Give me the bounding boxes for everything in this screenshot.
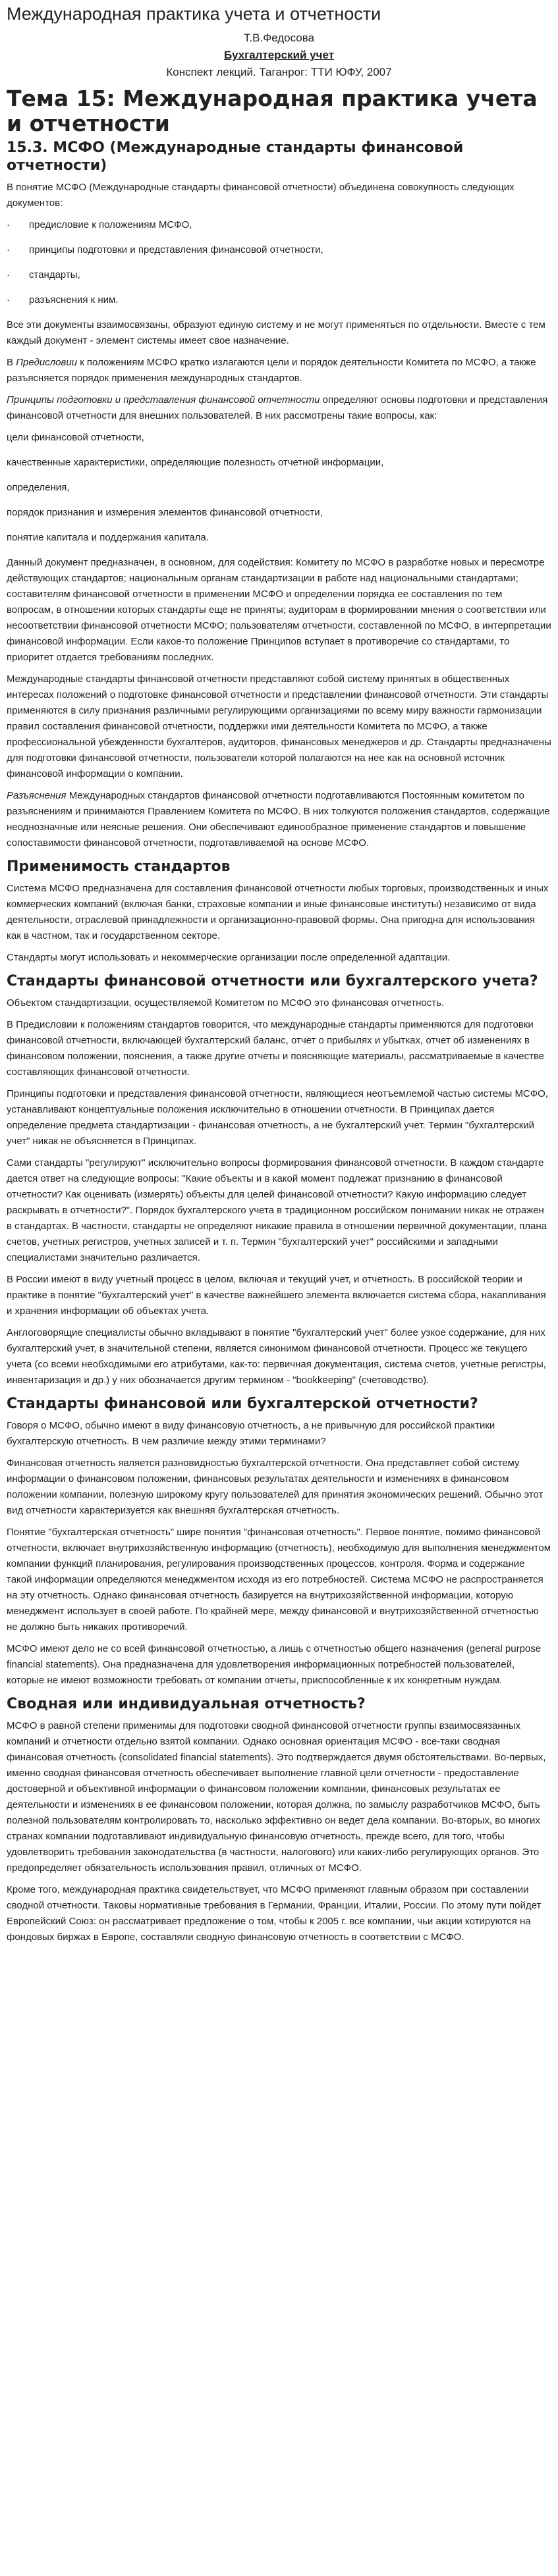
list-item: порядок признания и измерения элементов финансовой отчетности, bbox=[7, 507, 323, 518]
paragraph: Говоря о МСФО, обычно имеют в виду финансовую отчетность, а не привычную для российской практики бухгалтерскую отчетность. В чем различие между этими терминами? bbox=[7, 1420, 495, 1447]
list-item: · принципы подготовки и представления финансовой отчетности, bbox=[7, 242, 551, 258]
principles-paragraph: Принципы подготовки и представления финансовой отчетности определяют основы подготовки и представления финансовой отчетности для внешних пользователей. В них рассмотрены такие вопросы, как: bbox=[7, 394, 548, 421]
bullet-dot-icon: · bbox=[7, 219, 10, 230]
paragraph: В России имеют в виду учетный процесс в целом, включая и текущий учет, и отчетность. В российской теории и практике в понятие "бухгалтерский учет" в качестве важнейшего элемента включается система сбора, накапливания и хранения информации об объектах учета. bbox=[7, 1274, 546, 1317]
heading-financial-or-accounting: Стандарты финансовой отчетности или бухгалтерского учета? bbox=[7, 973, 538, 989]
list-item: · разъяснения к ним. bbox=[7, 292, 551, 308]
document-title: Международная практика учета и отчетности bbox=[7, 4, 381, 24]
paragraph: МСФО в равной степени применимы для подготовки сводной финансовой отчетности группы взаимосвязанных компаний и отчетности отдельно взятой компании. Однако основная ориентация МСФО - все-таки сводная финансовая отчетность (consolidated financial statements). Это подтверждается двумя обстоятельствами. Во-первых, именно сводная финансовая отчетность обеспечивает выполнение главной цели отчетности - предоставление достоверной и объективной информации о финансовом положении компании, финансовых результатах ее деятельности и изменениях в ее финансовом положении, которая должна, по замыслу разработчиков МСФО, быть полезной пользователям контролировать то, насколько эффективно он ведет дела компании. Во-вторых, во многих странах компании подготавливают индивидуальную финансовую отчетность, прежде всего, для того, чтобы удовлетворить требования законодательства (в частности, налогового) или каких-либо регулирующих органов. Это предопределяет обязательность использования правил, отличных от МСФО. bbox=[7, 1720, 546, 1874]
subject: Бухгалтерский учет bbox=[223, 49, 335, 61]
document-list bbox=[7, 217, 551, 308]
paragraph: Кроме того, международная практика свидетельствует, что МСФО применяют главным образом при составлении сводной отчетности. Таковы нормативные требования в Германии, Франции, Италии, России. По этому пути пойдет Европейский Союз: он рассматривает предложение о том, чтобы к 2005 г. все компании, чьи акции котируются на фондовых биржах в Европе, составляли сводную финансовую отчетность в соответствии с МСФО. bbox=[7, 1884, 542, 1943]
paragraph: Стандарты могут использовать и некоммерческие организации после определенной адаптации. bbox=[7, 952, 451, 963]
list-item: · предисловие к положениям МСФО, bbox=[7, 217, 551, 233]
list-item: · стандарты, bbox=[7, 267, 551, 283]
heading-consolidated: Сводная или индивидуальная отчетность? bbox=[7, 1696, 366, 1712]
paragraph: Понятие "бухгалтерская отчетность" шире понятия "финансовая отчетность". Первое понятие, помимо финансовой отчетности, включает внутрихозяйственную информацию (отчетность), необходимую для выполнения менеджментом компании функций планирования, регулирования производственных процессов, контроля. Форма и содержание такой информации определяются менеджментом исходя из его потребностей. Система МСФО не распространяется на эту отчетность. Однако финансовая отчетность базируется на внутрихозяйственной информации, которую менеджмент использует в своей работе. По крайней мере, между финансовой и внутрихозяйственной отчетностью не должно быть никаких противоречий. bbox=[7, 1527, 551, 1633]
interpretations-paragraph: Разъяснения Международных стандартов финансовой отчетности подготавливаются Постоянным комитетом по разъяснениям и принимаются Правлением Комитета по МСФО. В них толкуются положения стандартов, содержащие неоднозначные или неясные решения. Они обеспечивают единообразное применение стандартов и повышение сопоставимости финансовой отчетности, подготавливаемой на основе МСФО. bbox=[7, 790, 550, 849]
author: Т.В.Федосова bbox=[243, 32, 315, 44]
bullet-dot-icon: · bbox=[7, 294, 10, 305]
paragraph: МСФО имеют дело не со всей финансовой отчетностью, а лишь с отчетностью общего назначения (general purpose financial statements). Она предназначена для удовлетворения информационных потребностей пользователей, которые не имеют возможности требовать от компании отчеты, приспособленные к их конкретным нуждам. bbox=[7, 1643, 542, 1686]
paragraph: Англоговорящие специалисты обычно вкладывают в понятие "бухгалтерский учет" более узкое содержание, для них бухгалтерский учет, в значительной степени, является синонимом финансовой отчетности. Процесс же текущего учета (со всеми необходимыми его атрибутами, как-то: первичная документация, система счетов, учетные регистры, инвентаризация и др.) у них обозначается другим термином - "bookkeeping" (счетоводство). bbox=[7, 1327, 546, 1386]
section-title: 15.3. МСФО (Международные стандарты финансовой отчетности) bbox=[7, 140, 464, 174]
topic-title: Тема 15: Международная практика учета и отчетности bbox=[7, 86, 538, 136]
paragraph: Финансовая отчетность является разновидностью бухгалтерской отчетности. Она представляет собой систему информации о финансовом положении, финансовых результатах деятельности и изменениях в финансовом положении компании, полезную широкому кругу пользователей для принятия экономических решений. Обычно этот вид отчетности характеризуется как внешняя бухгалтерская отчетность. bbox=[7, 1458, 544, 1516]
paragraph: Система МСФО предназначена для составления финансовой отчетности любых торговых, производственных и иных коммерческих компаний (включая банки, страховые компании и иные финансовые институты) независимо от вида деятельности, отраслевой принадлежности и организационно-правовой формы. Она пригодна для использования как в частном, так и государственном секторе. bbox=[7, 883, 549, 941]
document-meta bbox=[7, 30, 551, 81]
bullet-dot-icon: · bbox=[7, 244, 10, 255]
bullet-dot-icon: · bbox=[7, 269, 10, 280]
paragraph: В Предисловии к положениям стандартов говорится, что международные стандарты применяются для подготовки финансовой отчетности, включающей бухгалтерский баланс, отчет о прибылях и убытках, отчет об изменениях в финансовом положении, пояснения, а также другие отчеты и поясняющие материалы, рассматриваемые в качестве составляющих финансовой отчетности. bbox=[7, 1019, 545, 1078]
preface-paragraph: В Предисловии к положениям МСФО кратко излагаются цели и порядок деятельности Комитета по МСФО, а также разъясняется порядок применения международных стандартов. bbox=[7, 357, 536, 384]
document-header bbox=[7, 4, 551, 81]
heading-applicability: Применимость стандартов bbox=[7, 858, 231, 875]
principle-items bbox=[7, 430, 551, 546]
paragraph: Объектом стандартизации, осуществляемой Комитетом по МСФО это финансовая отчетность. bbox=[7, 997, 445, 1009]
intro-paragraph: В понятие МСФО (Международные стандарты финансовой отчетности) объединена совокупность следующих документов: bbox=[7, 182, 515, 209]
paragraph: Сами стандарты "регулируют" исключительно вопросы формирования финансовой отчетности. В каждом стандарте дается ответ на следующие вопросы: "Какие объекты и в какой момент подлежат признанию в финансовой отчетности? Как оценивать (измерять) объекты для целей финансовой отчетности? Какую информацию следует раскрывать в отчетности?". Порядок бухгалтерского учета в традиционном российском понимании никак не отражен в стандартах. В частности, стандарты не определяют никакие правила в отношении первичной документации, плана счетов, учетных регистров, учетных записей и т. п. Термин "бухгалтерский учет" российскими и западными специалистами значительно различается. bbox=[7, 1157, 547, 1263]
list-item: качественные характеристики, определяющие полезность отчетной информации, bbox=[7, 457, 384, 468]
source: Конспект лекций. Таганрог: ТТИ ЮФУ, 2007 bbox=[166, 66, 392, 78]
list-item: определения, bbox=[7, 482, 70, 493]
heading-financial-or-accounting-reporting: Стандарты финансовой или бухгалтерской отчетности? bbox=[7, 1396, 478, 1412]
paragraph: Данный документ предназначен, в основном, для содействия: Комитету по МСФО в разработке новых и пересмотре действующих стандартов; национальным органам стандартизации в работе над национальными стандартами; составителям финансовой отчетности в применении МСФО и определении порядка ее составления по тем вопросам, в отношении которых стандарты еще не приняты; аудиторам в формировании мнения о соответствии или несоответствии финансовой отчетности МСФО; пользователям отчетности, составленной по МСФО, в интерпретации финансовой информации. Если какое-то положение Принципов вступает в противоречие со стандартами, то приоритет отдается требованиям последних. bbox=[7, 557, 551, 663]
paragraph: Все эти документы взаимосвязаны, образуют единую систему и не могут применяться по отдельности. Вместе с тем каждый документ - элемент системы имеет свое назначение. bbox=[7, 319, 545, 346]
paragraph: Международные стандарты финансовой отчетности представляют собой систему принятых в общественных интересах положений о подготовке финансовой отчетности и представлении финансовой отчетности. Эти стандарты применяются в силу признания различными регулирующими организациями по всему миру важности гармонизации правил составления финансовой отчетности, поддержки ими деятельности Комитета по МСФО, а также профессиональной убежденности бухгалтеров, аудиторов, финансовых менеджеров и др. Стандарты предназначены для подготовки финансовой отчетности, пользователи которой полагаются на нее как на основной источник финансовой информации о компании. bbox=[7, 673, 551, 779]
list-item: цели финансовой отчетности, bbox=[7, 432, 144, 443]
paragraph: Принципы подготовки и представления финансовой отчетности, являющиеся неотъемлемой частью системы МСФО, устанавливают концептуальные положения исключительно в отношении отчетности. В Принципах дается определение предмета стандартизации - финансовая отчетность, а не бухгалтерский учет. Термин "бухгалтерский учет" никак не объясняется в Принципах. bbox=[7, 1088, 549, 1147]
list-item: понятие капитала и поддержания капитала. bbox=[7, 532, 209, 543]
